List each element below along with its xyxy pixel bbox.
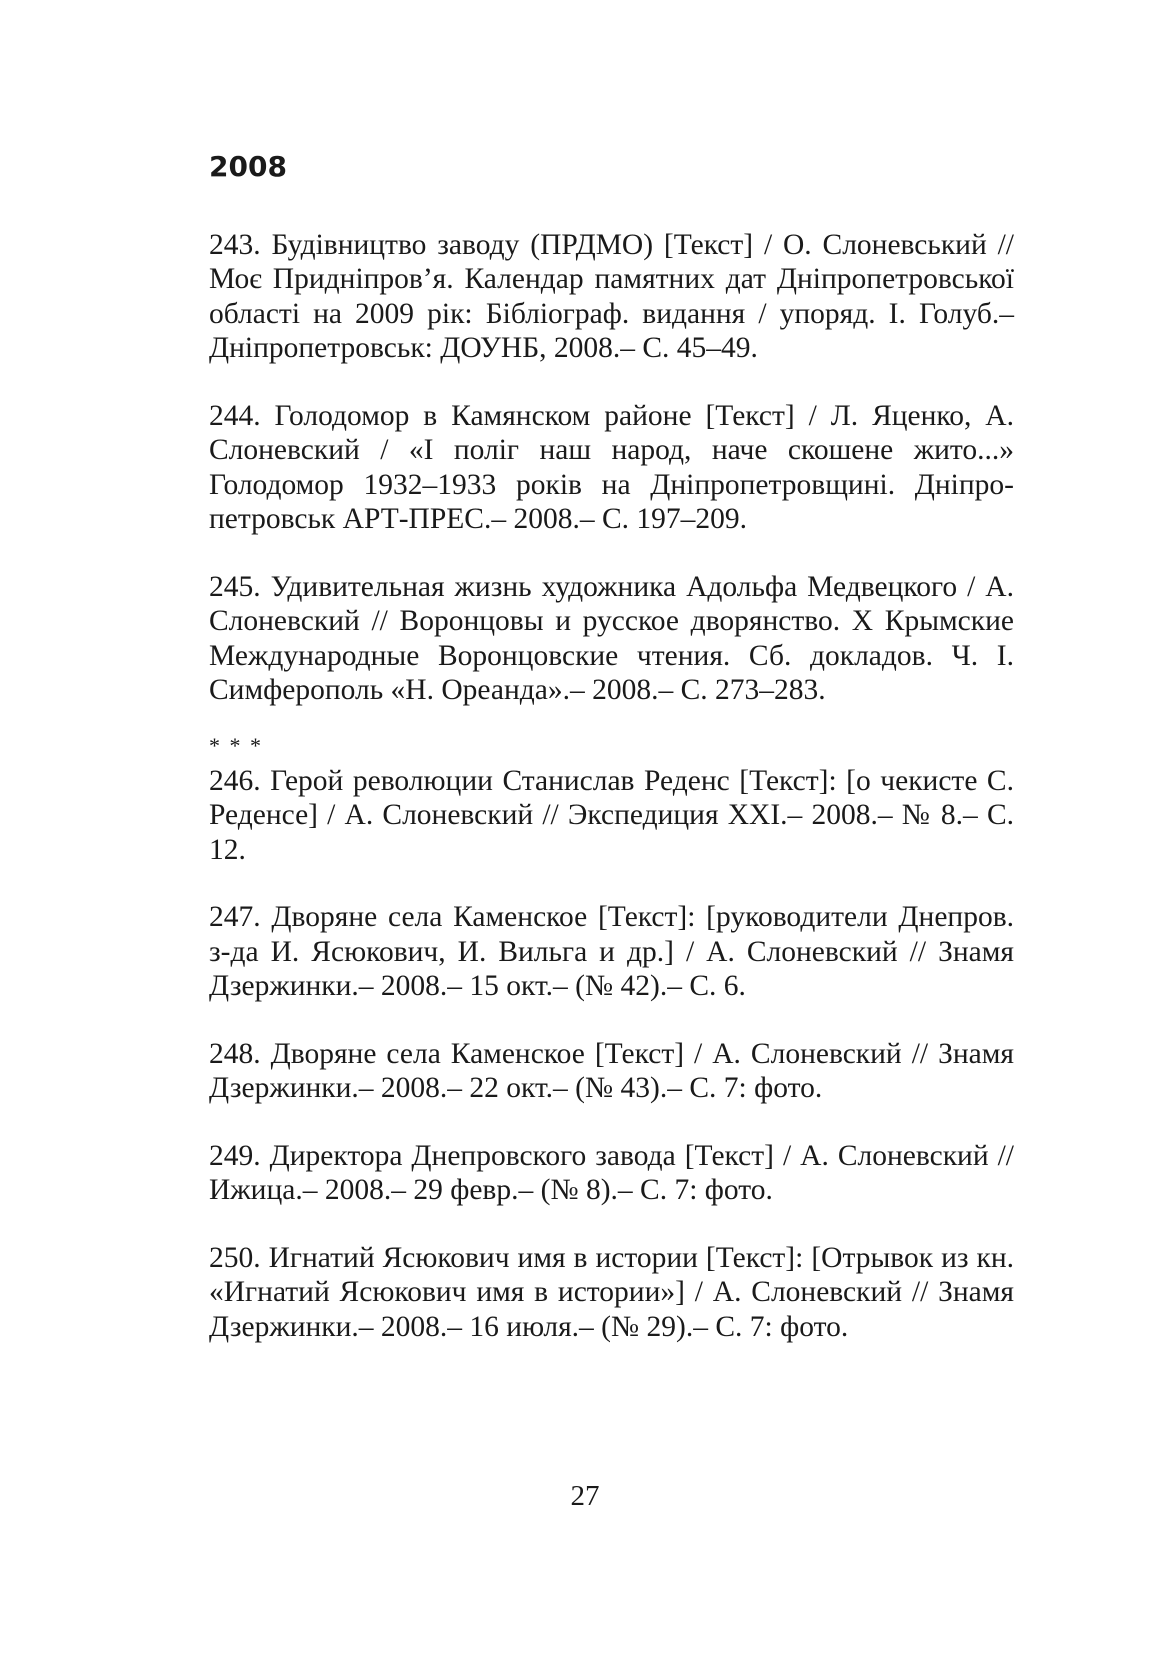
page-number: 27	[570, 1480, 600, 1512]
entry-250: 250. Игнатий Ясюкович имя в истории [Текст]: [Отрывок из кн. «Игнатий Ясюкович имя в истории»] / А. Слоневский // Знамя Дзержинки.– 2008.– 16 июля.– (№ 29).– С. 7: фото.	[209, 1241, 1014, 1343]
section-separator: * * *	[209, 732, 263, 758]
entry-246: 246. Герой революции Станислав Реденс [Текст]: [о чекисте С. Реденсе] / А. Слоневский // Экспедиция ХХІ.– 2008.– № 8.– С. 12.	[209, 764, 1014, 866]
entry-248: 248. Дворяне села Каменское [Текст] / А. Слоневский // Знамя Дзержинки.– 2008.– 22 окт.– (№ 43).– С. 7: фото.	[209, 1037, 1014, 1105]
page-content	[209, 150, 1014, 1377]
entry-243: 243. Будівництво заводу (ПРДМО) [Текст] / О. Слоневський // Моє Придніпров’я. Календар памятних дат Дніпропетровської області на 2009 рік: Бібліограф. видання / упоряд. І. Голуб.– Дніпропетровськ: ДОУНБ, 2008.– С. 45–49.	[209, 228, 1014, 365]
entry-247: 247. Дворяне села Каменское [Текст]: [руководители Днепров. з-да И. Ясюкович, И. Вильга и др.] / А. Слоневский // Знамя Дзержинки.– 2008.– 15 окт.– (№ 42).– С. 6.	[209, 901, 1014, 1003]
entry-244: 244. Голодомор в Камянском районе [Текст] / Л. Яценко, А. Слоневский / «І поліг наш народ, наче скошене жито...» Голодомор 1932–1933 років на Дніпропетровщині. Дніпропетровськ АРТ-ПРЕС.– 2008.– С. 197–209.	[209, 399, 1014, 536]
entry-249: 249. Директора Днепровского завода [Текст] / А. Слоневский // Ижица.– 2008.– 29 февр.– (№ 8).– С. 7: фото.	[209, 1139, 1014, 1207]
year-heading: 2008	[209, 150, 287, 183]
entry-245: 245. Удивительная жизнь художника Адольфа Медвецкого / А. Слоневский // Воронцовы и русское дворянство. Х Крымские Международные Воронцовские чтения. Сб. докладов. Ч. I. Симферополь «Н. Ореанда».– 2008.– С. 273–283.	[209, 570, 1014, 707]
